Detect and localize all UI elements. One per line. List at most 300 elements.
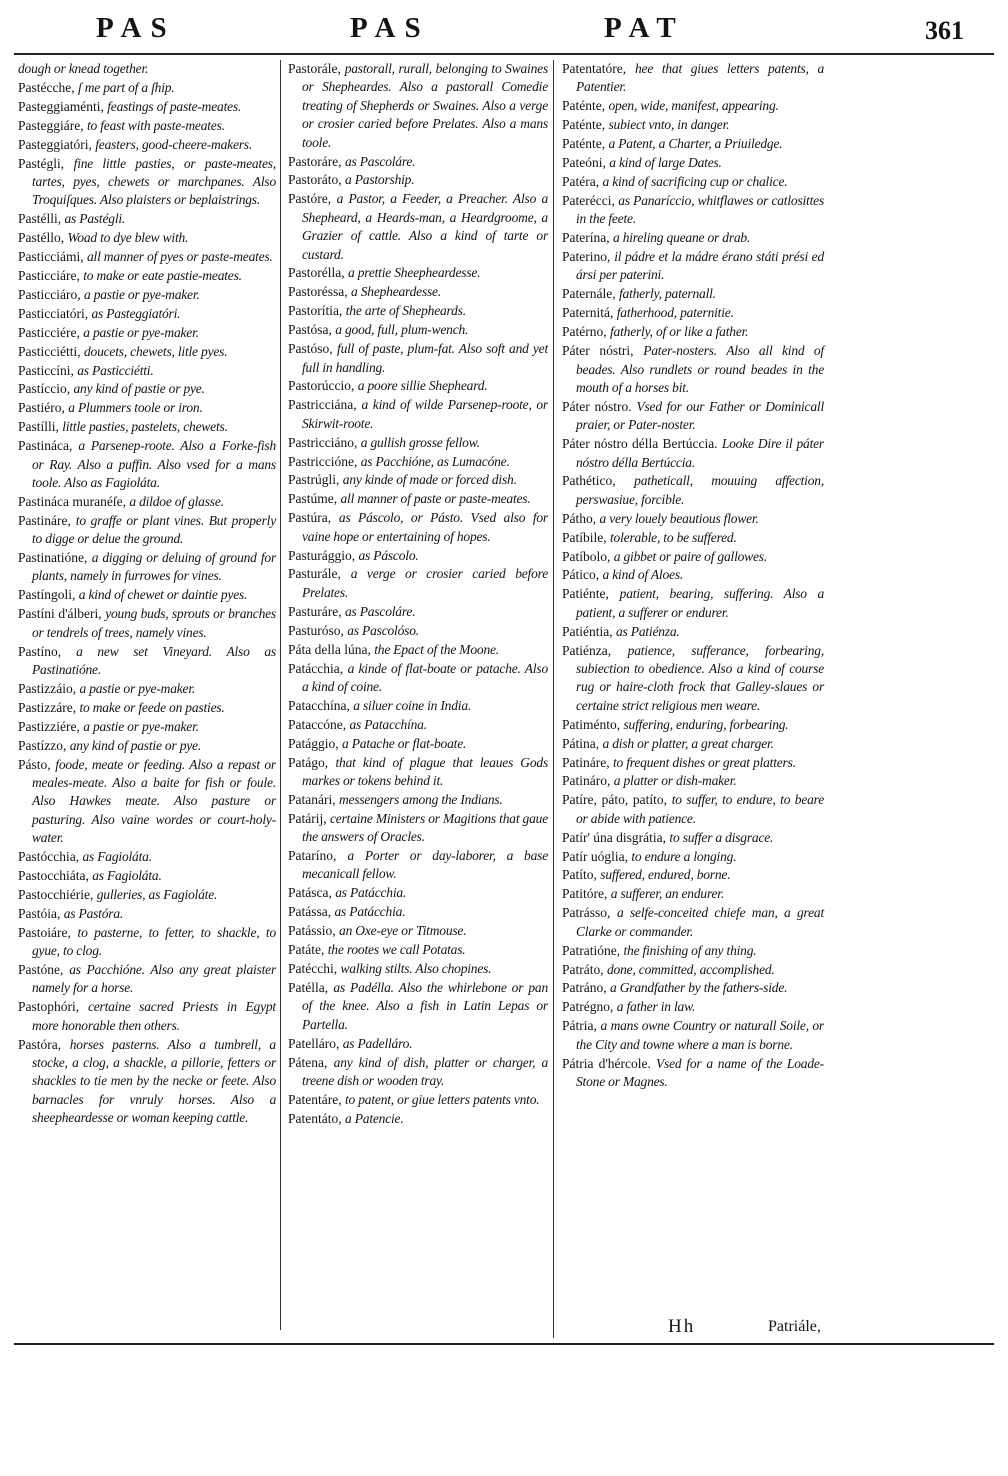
entry-headword: Patrégno, bbox=[562, 999, 617, 1015]
entry-definition: messengers among the Indians. bbox=[338, 791, 503, 807]
entry-headword: Pastúra, bbox=[288, 510, 339, 526]
entry-headword: Pasticciáro, bbox=[18, 286, 84, 302]
entry-headword: Patitóre, bbox=[562, 886, 611, 902]
dictionary-entry bbox=[18, 848, 276, 866]
dictionary-entry bbox=[18, 98, 276, 116]
dictionary-entry bbox=[18, 512, 276, 549]
running-header bbox=[0, 12, 1008, 52]
dictionary-entry bbox=[18, 60, 276, 78]
dictionary-entry bbox=[288, 302, 548, 320]
entry-headword: Patiménto, bbox=[562, 716, 624, 732]
dictionary-entry bbox=[562, 135, 824, 153]
dictionary-entry bbox=[18, 267, 276, 285]
dictionary-entry bbox=[288, 171, 548, 189]
entry-headword: Patássa, bbox=[288, 904, 335, 920]
entry-definition: fatherhood, paternitie. bbox=[616, 305, 734, 321]
entry-headword: Patíbolo, bbox=[562, 548, 614, 564]
dictionary-entry bbox=[18, 343, 276, 361]
dictionary-entry bbox=[288, 509, 548, 546]
dictionary-entry bbox=[18, 549, 276, 586]
dictionary-entry bbox=[288, 1035, 548, 1053]
entry-definition: a Shepheardesse. bbox=[351, 284, 442, 300]
entry-definition: a platter or dish-maker. bbox=[613, 773, 737, 789]
entry-headword: Pasteggiaménti, bbox=[18, 98, 108, 114]
entry-definition: Vsed for a name of the Loade-Stone or Magnes. bbox=[576, 1055, 824, 1089]
entry-definition: a dish or platter, a great charger. bbox=[602, 735, 774, 751]
dictionary-entry bbox=[562, 829, 824, 847]
entry-headword: Pastóso, bbox=[288, 341, 338, 357]
entry-headword: Pastináre, bbox=[18, 512, 76, 528]
entry-definition: foode, meate or feeding. Also a repast or meales-meate. Also a baite for fish or foule. Also Hawkes meate. Also pasture or pasturing. Also vaine wordes or court-holy-water. bbox=[32, 756, 276, 846]
entry-headword: Pastoiáre, bbox=[18, 924, 78, 940]
entry-headword: Pasturále, bbox=[288, 566, 351, 582]
entry-definition: a prettie Sheepheardesse. bbox=[348, 265, 481, 281]
dictionary-entry bbox=[288, 903, 548, 921]
entry-headword: Pásto, bbox=[18, 756, 56, 772]
dictionary-entry bbox=[288, 884, 548, 902]
entry-definition: a digging or deluing of ground for plants, namely in furrowes for vines. bbox=[32, 550, 276, 584]
entry-definition: any kind of pastie or pye. bbox=[73, 381, 205, 397]
entry-headword: Pátena, bbox=[288, 1054, 334, 1070]
entry-definition: young buds, sprouts or branches or tendrels of trees, namely vines. bbox=[32, 606, 276, 640]
entry-headword: Patáte, bbox=[288, 942, 328, 958]
entry-definition: a hireling queane or drab. bbox=[612, 230, 751, 246]
entry-definition: any kinde of made or forced dish. bbox=[342, 472, 517, 488]
dictionary-entry bbox=[18, 867, 276, 885]
entry-headword: Pastóre, bbox=[288, 191, 337, 207]
entry-headword: Patináre, bbox=[562, 754, 613, 770]
entry-definition: doucets, chewets, litle pyes. bbox=[83, 343, 228, 359]
dictionary-entry bbox=[562, 472, 824, 509]
dictionary-entry bbox=[288, 321, 548, 339]
entry-headword: Pastíni d'álberi, bbox=[18, 606, 106, 622]
dictionary-entry bbox=[562, 623, 824, 641]
dictionary-entry bbox=[562, 435, 824, 472]
entry-definition: a mans owne Country or naturall Soile, or the City and towne where a man is borne. bbox=[576, 1018, 824, 1052]
entry-headword: Patiénza, bbox=[562, 642, 628, 658]
entry-definition: horses pasterns. Also a tumbrell, a stocke, a clog, a shackle, a pillorie, fetters or shackles to tie men by the necke or feete. Also barnacles for vnruly horses. Also a sheepheardesse or woman keeping cattle. bbox=[32, 1036, 276, 1126]
entry-definition: as Padélla. Also the whirlebone or pan of the knee. Also a fish in Latin Lepas or Partella. bbox=[302, 979, 548, 1032]
dictionary-entry bbox=[562, 866, 824, 884]
entry-definition: as Pascoláre. bbox=[344, 153, 416, 169]
entry-headword: Pastináca muranéſe, bbox=[18, 493, 130, 509]
dictionary-entry bbox=[562, 885, 824, 903]
entry-definition: to make or eate pastie-meates. bbox=[83, 267, 242, 283]
entry-definition: a Pastorship. bbox=[345, 172, 415, 188]
entry-definition: as Pacchióne, as Lumacóne. bbox=[360, 453, 510, 469]
entry-definition: a gullish grosse fellow. bbox=[360, 434, 480, 450]
dictionary-entry bbox=[562, 642, 824, 716]
column-divider-2 bbox=[553, 60, 554, 1338]
entry-definition: dough or knead together. bbox=[18, 61, 149, 76]
dictionary-entry bbox=[18, 924, 276, 961]
dictionary-entry bbox=[18, 737, 276, 755]
header-rule bbox=[14, 53, 994, 55]
entry-headword: Patécchi, bbox=[288, 961, 341, 976]
entry-definition: the arte of Shepheards. bbox=[345, 303, 466, 319]
entry-headword: Páter nóstro délla Bertúccia. bbox=[562, 436, 722, 452]
dictionary-entry bbox=[18, 493, 276, 511]
dictionary-entry bbox=[18, 117, 276, 135]
entry-headword: Patír uóglia, bbox=[562, 848, 632, 864]
entry-headword: Paterécci, bbox=[562, 192, 619, 208]
dictionary-entry bbox=[288, 941, 548, 959]
entry-headword: Patíto, bbox=[562, 867, 601, 883]
dictionary-entry bbox=[562, 510, 824, 528]
entry-definition: pastorall, rurall, belonging to Swaines or Shepheardes. Also a pastorall Comedie treating of Shepherds or Swaines. Also a verge or crosier caried before Prelates. Also a mans toole. bbox=[302, 61, 548, 150]
dictionary-entry bbox=[562, 97, 824, 115]
entry-definition: fine little pasties, or paste-meates, tartes, pyes, chewets or marchpanes. Also Troquiſques. Also plaisters or beplaistrings. bbox=[32, 155, 277, 208]
dictionary-entry bbox=[18, 210, 276, 228]
entry-headword: Páter nóstri, bbox=[562, 343, 644, 359]
entry-definition: full of paste, plum-fat. Also soft and yet full in handling. bbox=[302, 341, 548, 375]
page-number: 361 bbox=[925, 16, 964, 45]
entry-headword: Pasticciámi, bbox=[18, 249, 87, 265]
dictionary-entry bbox=[562, 979, 824, 997]
entry-definition: a Porter or day-laborer, a base mecanicall fellow. bbox=[302, 848, 548, 882]
column-3 bbox=[562, 60, 824, 1092]
entry-headword: Paterína, bbox=[562, 230, 613, 246]
entry-definition: gulleries, as Fagioláte. bbox=[96, 886, 218, 902]
entry-headword: Pastoráre, bbox=[288, 153, 345, 169]
entry-definition: to suffer, to endure, to beare or abide with patience. bbox=[576, 792, 824, 826]
entry-definition: walking stilts. Also chopines. bbox=[340, 961, 492, 976]
entry-headword: Pastriccióne, bbox=[288, 453, 361, 469]
entry-definition: certaine sacred Priests in Egypt more honorable then others. bbox=[32, 999, 276, 1033]
entry-headword: Páta della lúna, bbox=[288, 641, 375, 657]
entry-definition: all manner of paste or paste-meates. bbox=[340, 491, 531, 507]
entry-definition: a pastie or pye-maker. bbox=[83, 718, 199, 734]
entry-headword: Patrásso, bbox=[562, 905, 617, 921]
entry-definition: as Fagioláta. bbox=[92, 867, 162, 883]
entry-headword: Páter nóstro. bbox=[562, 398, 637, 414]
dictionary-entry bbox=[18, 886, 276, 904]
entry-headword: Patentáto, bbox=[288, 1110, 345, 1126]
entry-definition: a gibbet or paire of gallowes. bbox=[613, 548, 768, 564]
entry-definition: patheticall, mouuing affection, perswasiue, forcible. bbox=[576, 473, 824, 507]
dictionary-entry bbox=[562, 285, 824, 303]
entry-headword: Pastúme, bbox=[288, 491, 341, 507]
header-center: PAS bbox=[350, 12, 430, 44]
dictionary-entry bbox=[288, 434, 548, 452]
dictionary-entry bbox=[18, 155, 276, 210]
column-1 bbox=[18, 60, 276, 1128]
dictionary-entry bbox=[18, 399, 276, 417]
dictionary-entry bbox=[562, 754, 824, 772]
dictionary-entry bbox=[18, 718, 276, 736]
entry-headword: Patráno, bbox=[562, 980, 610, 996]
dictionary-entry bbox=[288, 490, 548, 508]
entry-headword: Pasturáre, bbox=[288, 603, 345, 619]
entry-definition: all manner of pyes or paste-meates. bbox=[86, 249, 273, 265]
entry-headword: Patíbile, bbox=[562, 529, 610, 545]
entry-definition: to suffer a disgrace. bbox=[669, 829, 774, 845]
dictionary-entry bbox=[18, 699, 276, 717]
dictionary-entry bbox=[562, 998, 824, 1016]
entry-headword: Patír' úna disgrátia, bbox=[562, 829, 670, 845]
dictionary-entry bbox=[562, 248, 824, 285]
dictionary-entry bbox=[288, 471, 548, 489]
entry-definition: a father in law. bbox=[616, 999, 696, 1015]
entry-definition: certaine Ministers or Magitions that gaue the answers of Oracles. bbox=[302, 810, 548, 845]
entry-definition: fatherly, of or like a father. bbox=[610, 324, 749, 340]
entry-headword: Paténte, bbox=[562, 117, 609, 133]
entry-definition: subiect vnto, in danger. bbox=[608, 117, 730, 133]
dictionary-entry bbox=[562, 848, 824, 866]
entry-definition: an Oxe-eye or Titmouse. bbox=[339, 923, 467, 939]
dictionary-entry bbox=[18, 961, 276, 998]
entry-definition: feastings of paste-meates. bbox=[107, 98, 242, 114]
entry-headword: Patináro, bbox=[562, 773, 614, 789]
entry-definition: a Patent, a Charter, a Priuiledge. bbox=[608, 136, 783, 152]
entry-headword: Patággio, bbox=[288, 735, 342, 751]
dictionary-entry bbox=[562, 735, 824, 753]
entry-definition: hee that giues letters patents, a Patentier. bbox=[576, 61, 824, 95]
dictionary-entry bbox=[18, 756, 276, 848]
dictionary-entry bbox=[562, 529, 824, 547]
entry-definition: as Fagioláta. bbox=[82, 849, 152, 865]
entry-definition: a kind of large Dates. bbox=[609, 155, 722, 171]
entry-definition: to frequent dishes or great platters. bbox=[612, 754, 796, 770]
dictionary-entry bbox=[18, 437, 276, 492]
entry-definition: il pádre et la mádre érano státi prési ed ársi per paterini. bbox=[576, 249, 824, 283]
dictionary-entry bbox=[18, 418, 276, 436]
entry-definition: to endure a longing. bbox=[631, 848, 737, 864]
dictionary-entry bbox=[562, 772, 824, 790]
entry-headword: Patráto, bbox=[562, 961, 607, 977]
entry-headword: Patacchína, bbox=[288, 697, 354, 713]
entry-definition: Vsed for our Father or Dominicall praier, or Pater-noster. bbox=[576, 398, 824, 433]
entry-definition: as Patacchína. bbox=[349, 716, 427, 732]
entry-definition: open, wide, manifest, appearing. bbox=[608, 98, 779, 114]
dictionary-entry bbox=[18, 79, 276, 97]
entry-definition: as Pascolóso. bbox=[347, 622, 419, 638]
dictionary-entry bbox=[288, 60, 548, 152]
entry-headword: Pastizziére, bbox=[18, 718, 84, 734]
dictionary-entry bbox=[18, 286, 276, 304]
dictionary-entry bbox=[18, 305, 276, 323]
dictionary-entry bbox=[562, 342, 824, 397]
entry-headword: Pático, bbox=[562, 567, 603, 583]
entry-headword: Pasturággio, bbox=[288, 547, 359, 563]
entry-headword: Patíre, páto, patíto, bbox=[562, 792, 672, 808]
entry-headword: Paterino, bbox=[562, 249, 615, 265]
entry-headword: Pastoráto, bbox=[288, 172, 345, 188]
entry-headword: Pastélli, bbox=[18, 211, 65, 227]
entry-headword: Pastocchiáta, bbox=[18, 867, 93, 883]
entry-definition: to make or feede on pasties. bbox=[79, 699, 225, 715]
entry-headword: Pastricciáno, bbox=[288, 434, 361, 450]
dictionary-entry bbox=[18, 605, 276, 642]
entry-headword: Patárij, bbox=[288, 810, 331, 826]
column-2 bbox=[288, 60, 548, 1129]
dictionary-entry bbox=[288, 716, 548, 734]
dictionary-entry bbox=[562, 173, 824, 191]
entry-headword: Pastrúgli, bbox=[288, 472, 343, 488]
dictionary-entry bbox=[562, 585, 824, 622]
entry-headword: Pastégli, bbox=[18, 155, 74, 171]
dictionary-entry bbox=[288, 264, 548, 282]
entry-headword: Patentatóre, bbox=[562, 61, 635, 76]
entry-definition: as Pascoláre. bbox=[344, 603, 416, 619]
entry-headword: Patélla, bbox=[288, 979, 334, 995]
entry-headword: Patérno, bbox=[562, 324, 610, 340]
dictionary-entry bbox=[18, 905, 276, 923]
entry-definition: patience, sufferance, forbearing, subiection to obedience. Also a kind of course rug or haire-cloth frock that Galley-slaues or certaine strict religious men weare. bbox=[576, 642, 824, 713]
dictionary-entry bbox=[288, 622, 548, 640]
dictionary-entry bbox=[288, 1091, 548, 1109]
entry-definition: to pasterne, to fetter, to shackle, to gyue, to clog. bbox=[32, 924, 276, 959]
entry-headword: Pastoréssa, bbox=[288, 284, 351, 300]
entry-headword: Pathético, bbox=[562, 473, 635, 489]
entry-headword: Paternitá, bbox=[562, 305, 617, 321]
dictionary-entry bbox=[288, 810, 548, 847]
entry-headword: Pataríno, bbox=[288, 848, 348, 864]
dictionary-entry bbox=[18, 229, 276, 247]
entry-headword: Pátina, bbox=[562, 735, 603, 751]
entry-definition: Looke Dire il páter nóstro délla Bertúccia. bbox=[576, 436, 824, 470]
entry-definition: as Páscolo, or Pásto. Vsed also for vaine hope or entertaining of hopes. bbox=[302, 510, 548, 544]
dictionary-entry bbox=[288, 847, 548, 884]
entry-definition: done, committed, accomplished. bbox=[607, 961, 775, 977]
dictionary-entry bbox=[562, 60, 824, 97]
entry-headword: Patentáre, bbox=[288, 1091, 345, 1107]
entry-definition: a kind of wilde Parsenep-roote, or Skirwit-roote. bbox=[302, 397, 548, 431]
entry-definition: a pastie or pye-maker. bbox=[79, 680, 196, 696]
dictionary-entry bbox=[562, 229, 824, 247]
entry-definition: a Pastor, a Feeder, a Preacher. Also a Shepheard, a Heards-man, a Heardgroome, a Grazier of cattle. Also a kind of tarte or custard. bbox=[302, 191, 548, 262]
entry-headword: Pastóne, bbox=[18, 962, 70, 977]
entry-definition: a pastie or pye-maker. bbox=[83, 286, 200, 302]
dictionary-entry bbox=[562, 1017, 824, 1054]
dictionary-entry bbox=[562, 716, 824, 734]
entry-headword: Pastósa, bbox=[288, 322, 336, 338]
dictionary-entry bbox=[562, 791, 824, 828]
dictionary-entry bbox=[288, 922, 548, 940]
entry-definition: as Patácchia. bbox=[334, 904, 406, 920]
entry-definition: a Patache or flat-boate. bbox=[342, 735, 467, 751]
entry-headword: Pastécche, bbox=[18, 79, 78, 95]
entry-headword: Pastílli, bbox=[18, 419, 63, 435]
entry-definition: a kind of chewet or daintie pyes. bbox=[78, 587, 248, 603]
entry-headword: Patiéntia, bbox=[562, 623, 616, 639]
dictionary-entry bbox=[288, 660, 548, 697]
dictionary-entry bbox=[288, 979, 548, 1034]
entry-definition: patient, bearing, suffering. Also a patient, a sufferer or endurer. bbox=[576, 586, 824, 620]
entry-headword: Pastophóri, bbox=[18, 999, 88, 1015]
dictionary-entry bbox=[18, 680, 276, 698]
dictionary-entry bbox=[18, 380, 276, 398]
entry-definition: as Pasteggiatóri. bbox=[91, 305, 181, 321]
entry-definition: any kind of dish, platter or charger, a treene dish or wooden tray. bbox=[302, 1054, 548, 1088]
entry-headword: Pateóni, bbox=[562, 155, 610, 171]
entry-headword: Paternále, bbox=[562, 286, 619, 302]
entry-headword: Pasticciáre, bbox=[18, 267, 84, 283]
entry-definition: a kinde of flat-boate or patache. Also a kind of coine. bbox=[302, 660, 548, 694]
entry-definition: as Pastégli. bbox=[64, 211, 126, 227]
dictionary-entry bbox=[288, 960, 548, 978]
entry-headword: Pastóia, bbox=[18, 905, 64, 921]
entry-definition: a Grandfather by the fathers-side. bbox=[610, 980, 788, 996]
entry-definition: a Parsenep-roote. Also a Forke-fish or Ray. Also a puffin. Also vsed for a mans toole. Also as Fagioláta. bbox=[32, 438, 276, 490]
entry-definition: fatherly, paternall. bbox=[618, 286, 716, 302]
entry-definition: suffering, enduring, forbearing. bbox=[623, 716, 789, 732]
dictionary-entry bbox=[288, 453, 548, 471]
entry-definition: as Pasticciétti. bbox=[77, 362, 154, 378]
dictionary-entry bbox=[18, 998, 276, 1035]
entry-definition: a kind of Aloes. bbox=[602, 567, 684, 583]
dictionary-entry bbox=[288, 603, 548, 621]
entry-headword: Pastináca, bbox=[18, 438, 79, 454]
dictionary-entry bbox=[288, 547, 548, 565]
entry-headword: Pastéllo, bbox=[18, 230, 68, 246]
dictionary-entry bbox=[288, 190, 548, 264]
entry-headword: Paténte, bbox=[562, 136, 609, 152]
entry-definition: a dildoe of glasse. bbox=[129, 493, 224, 509]
entry-headword: Pasteggiáre, bbox=[18, 117, 87, 133]
entry-definition: tolerable, to be suffered. bbox=[610, 529, 737, 545]
entry-headword: Pastocchiérie, bbox=[18, 886, 97, 902]
entry-definition: little pasties, pastelets, chewets. bbox=[62, 419, 228, 435]
catchword: Patriále, bbox=[768, 1318, 821, 1335]
entry-definition: Pater-nosters. Also all kind of beades. Also rundlets or round beades in the mouth of a horses bit. bbox=[576, 343, 824, 395]
entry-definition: as Padelláro. bbox=[342, 1035, 413, 1051]
entry-definition: a Patencie. bbox=[345, 1110, 404, 1126]
entry-headword: Pasticciétti, bbox=[18, 343, 84, 359]
dictionary-entry bbox=[562, 548, 824, 566]
entry-definition: as Pacchióne. Also any great plaister namely for a horse. bbox=[32, 962, 276, 996]
entry-headword: Pastinatióne, bbox=[18, 550, 92, 566]
entry-headword: Pastorélla, bbox=[288, 265, 348, 281]
dictionary-entry bbox=[288, 697, 548, 715]
entry-definition: a kind of sacrificing cup or chalice. bbox=[602, 173, 788, 189]
entry-definition: as Páscolo. bbox=[358, 547, 419, 563]
entry-headword: Pastiéro, bbox=[18, 400, 69, 416]
entry-headword: Pastizzáio, bbox=[18, 680, 80, 696]
entry-definition: a pastie or pye-maker. bbox=[83, 324, 199, 340]
entry-definition: any kind of pastie or pye. bbox=[69, 737, 202, 753]
entry-headword: Pastízzo, bbox=[18, 737, 70, 753]
header-right: PAT bbox=[604, 12, 685, 44]
entry-definition: as Patiénza. bbox=[616, 623, 680, 639]
dictionary-entry bbox=[562, 1055, 824, 1092]
entry-headword: Patelláro, bbox=[288, 1035, 343, 1051]
entry-definition: a Plummers toole or iron. bbox=[68, 400, 203, 416]
entry-headword: Pastorúccio, bbox=[288, 378, 358, 394]
column-divider-1 bbox=[280, 60, 281, 1330]
dictionary-entry bbox=[562, 116, 824, 134]
entry-definition: a verge or crosier caried before Prelates. bbox=[302, 566, 548, 600]
entry-headword: Pastócchia, bbox=[18, 849, 83, 865]
header-left: PAS bbox=[96, 12, 176, 44]
signature-mark: Hh bbox=[668, 1316, 696, 1337]
dictionary-entry bbox=[288, 283, 548, 301]
dictionary-entry bbox=[562, 323, 824, 341]
dictionary-entry bbox=[288, 396, 548, 433]
entry-headword: Pastorále, bbox=[288, 61, 345, 76]
entry-definition: to feast with paste-meates. bbox=[86, 117, 225, 133]
entry-headword: Pastóra, bbox=[18, 1036, 70, 1052]
entry-headword: Patratióne, bbox=[562, 942, 624, 958]
entry-definition: a sufferer, an endurer. bbox=[610, 886, 725, 902]
entry-definition: that kind of plague that leaues Gods markes or tokens behind it. bbox=[302, 754, 549, 788]
entry-headword: Pastizzáre, bbox=[18, 699, 80, 715]
dictionary-entry bbox=[562, 961, 824, 979]
entry-headword: Pastíngoli, bbox=[18, 587, 79, 603]
entry-definition: a very louely beautious flower. bbox=[599, 510, 759, 526]
dictionary-entry bbox=[562, 154, 824, 172]
dictionary-entry bbox=[562, 942, 824, 960]
